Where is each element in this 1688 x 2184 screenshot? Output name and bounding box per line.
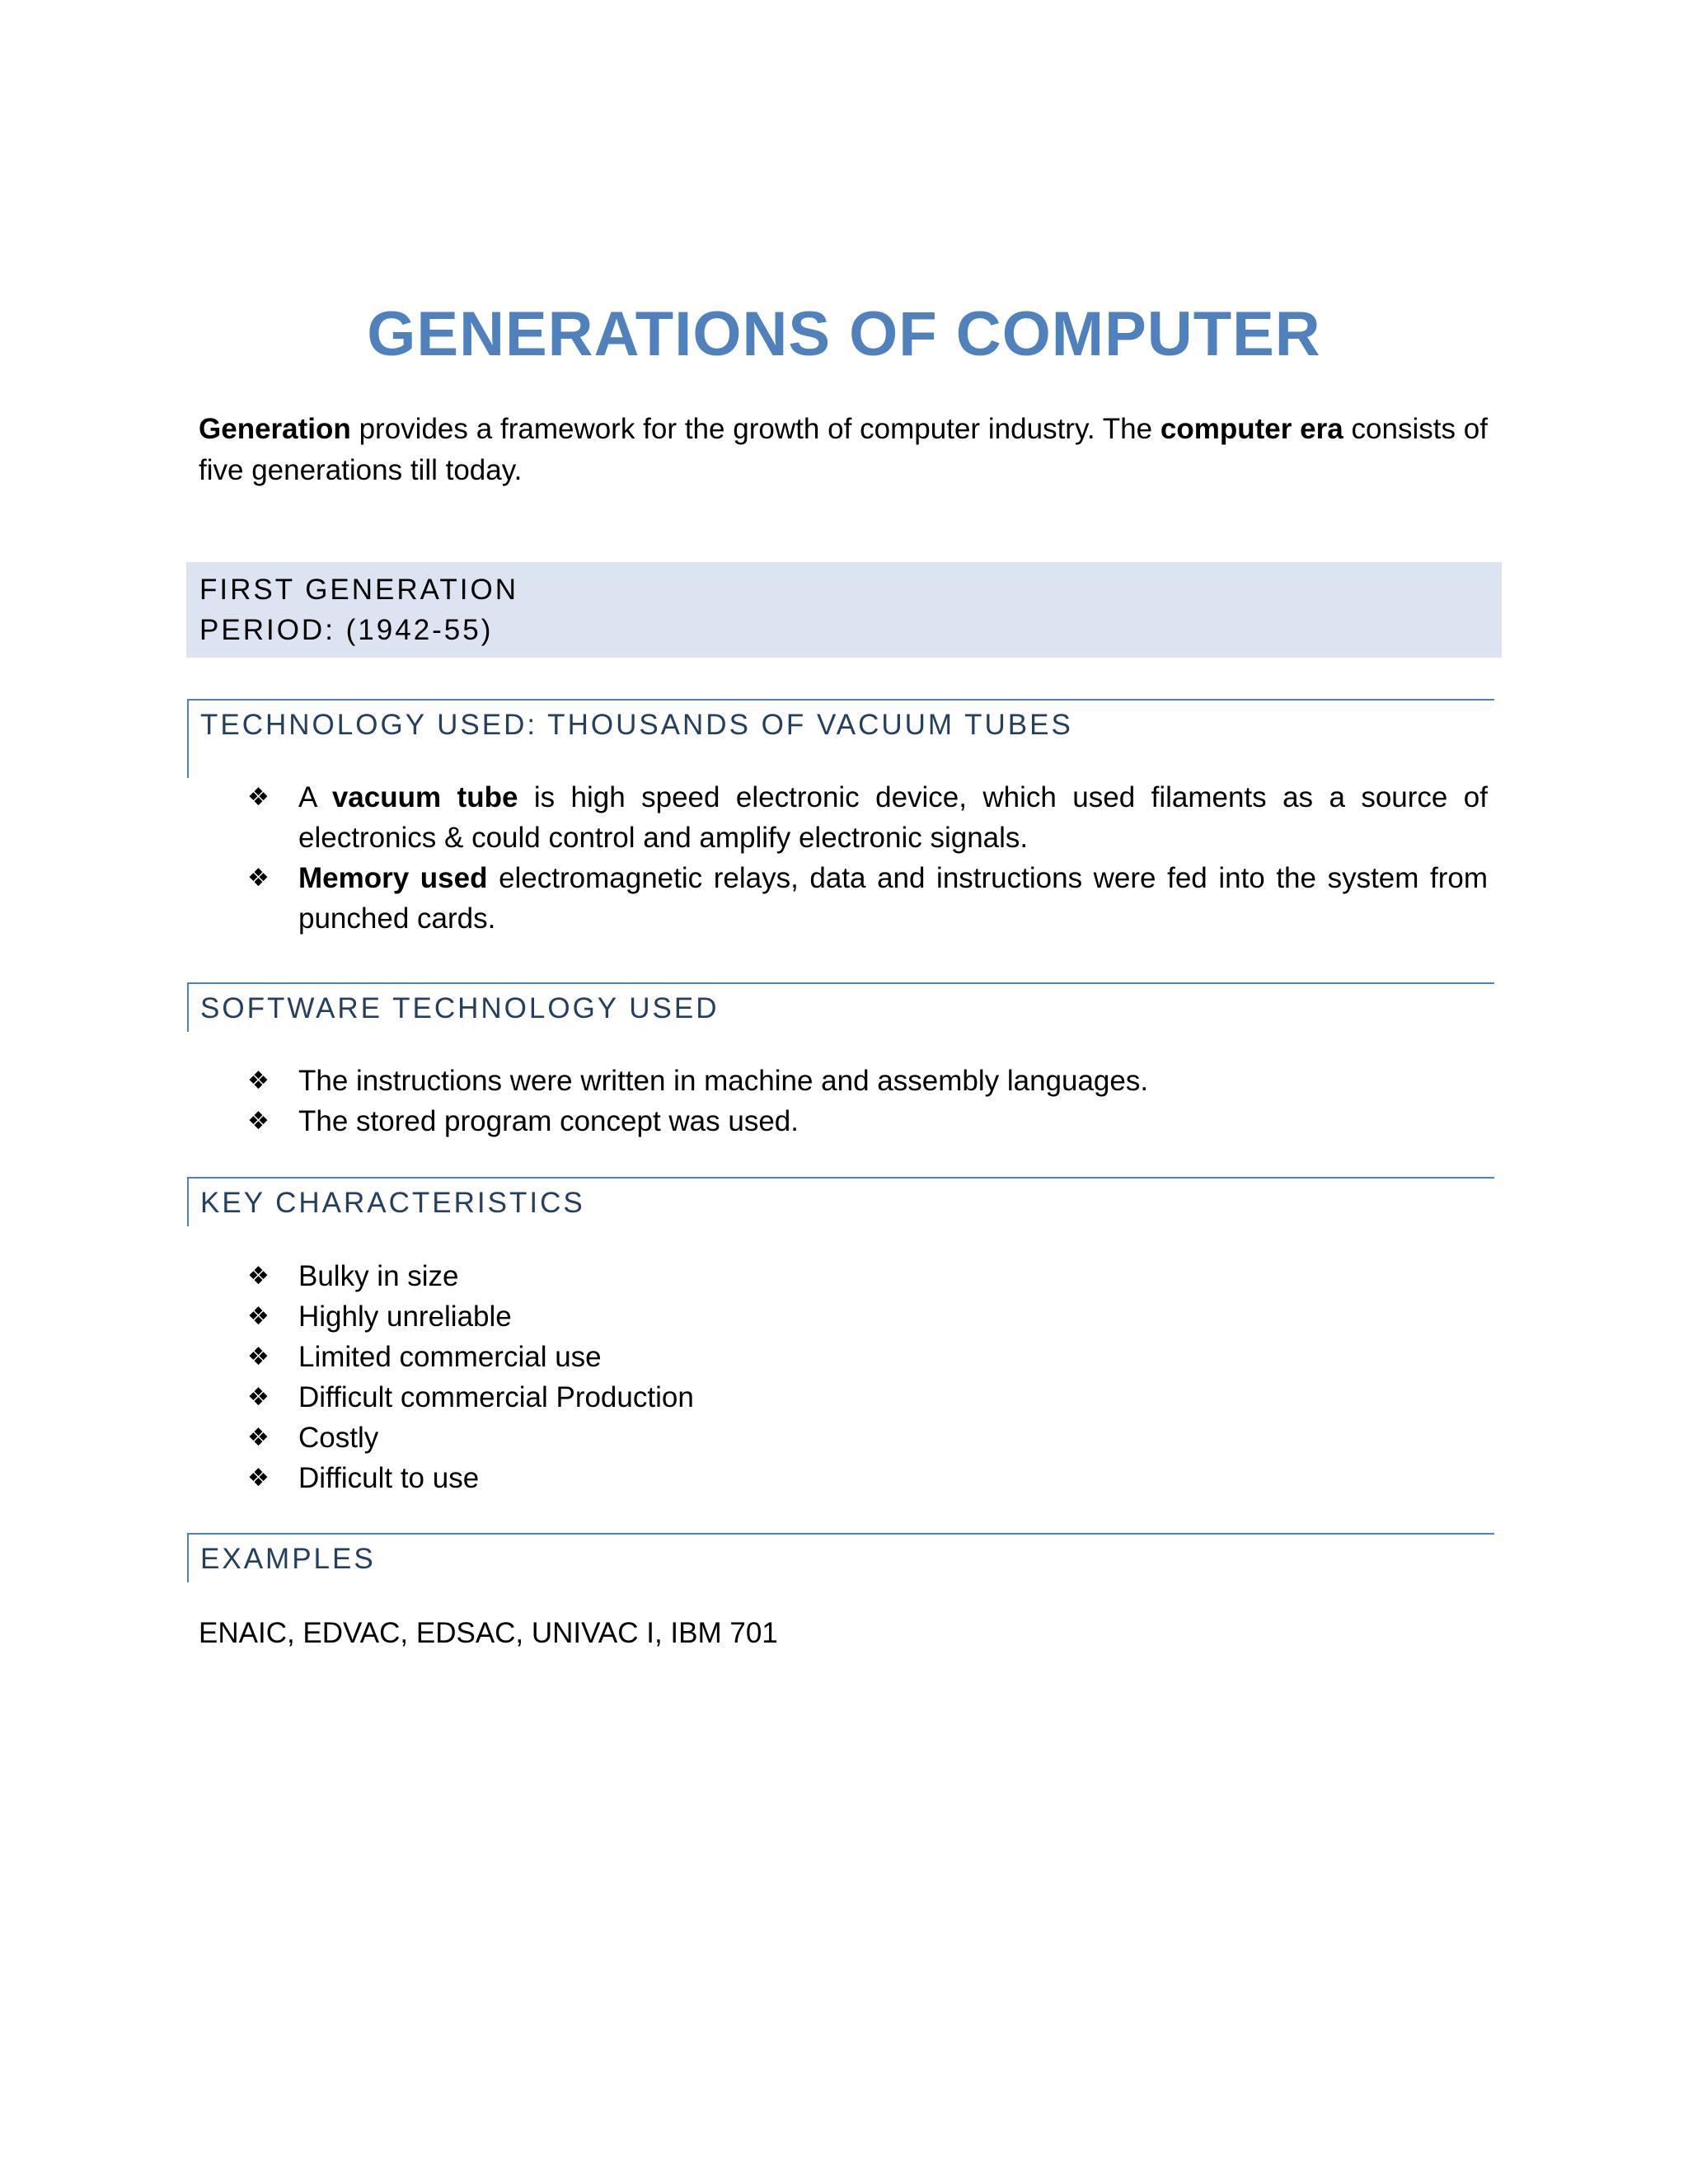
examples-text: ENAIC, EDVAC, EDSAC, UNIVAC I, IBM 701: [199, 1617, 778, 1649]
intro-text-2: consists of five generations till today.: [199, 413, 1488, 486]
intro-term-generation: Generation: [199, 413, 351, 445]
diamond-bullet-icon: ❖: [247, 1302, 270, 1331]
list-item: [247, 1418, 1488, 1458]
technology-list: [247, 777, 1488, 939]
list-item-pre: A: [298, 781, 332, 813]
list-item-bold: Memory used: [298, 862, 488, 894]
section-heading-characteristics-label: KEY CHARACTERISTICS: [200, 1187, 585, 1219]
section-heading-characteristics: [187, 1177, 1494, 1226]
list-item: [247, 1256, 1488, 1296]
list-item-text: The stored program concept was used.: [298, 1105, 799, 1137]
diamond-bullet-icon: ❖: [247, 1107, 270, 1136]
list-item: [247, 1101, 1488, 1141]
diamond-bullet-icon: ❖: [247, 783, 270, 812]
list-item-text: Difficult to use: [298, 1462, 480, 1494]
list-item: [247, 1061, 1488, 1101]
diamond-bullet-icon: ❖: [247, 864, 270, 893]
section-heading-technology-label: TECHNOLOGY USED: THOUSANDS OF VACUUM TUBES: [200, 709, 1073, 741]
section-heading-examples-label: EXAMPLES: [200, 1543, 376, 1575]
list-item-post: electromagnetic relays, data and instructions were fed into the system from punched cards.: [298, 862, 1488, 935]
generation-band: [186, 562, 1502, 658]
list-item-text: Highly unreliable: [298, 1301, 512, 1333]
list-item-text: Limited commercial use: [298, 1341, 602, 1373]
list-item: [247, 777, 1488, 858]
page-title: GENERATIONS OF COMPUTER: [367, 299, 1321, 369]
generation-period: PERIOD: (1942-55): [199, 614, 494, 646]
list-item-post: is high speed electronic device, which used filaments as a source of electronics & could control and amplify electronic signals.: [298, 781, 1489, 854]
diamond-bullet-icon: ❖: [247, 1343, 270, 1371]
list-item: [247, 1458, 1488, 1498]
characteristics-list: [247, 1256, 1488, 1498]
generation-name: FIRST GENERATION: [199, 574, 519, 606]
diamond-bullet-icon: ❖: [247, 1423, 270, 1452]
list-item-text: Bulky in size: [298, 1260, 459, 1292]
section-heading-technology: [187, 699, 1494, 778]
list-item-text: The instructions were written in machine and assembly languages.: [298, 1065, 1149, 1097]
intro-text-1: provides a framework for the growth of computer industry. The: [350, 413, 1160, 445]
list-item: [247, 1296, 1488, 1337]
diamond-bullet-icon: ❖: [247, 1262, 270, 1291]
section-heading-software-label: SOFTWARE TECHNOLOGY USED: [200, 992, 720, 1024]
diamond-bullet-icon: ❖: [247, 1464, 270, 1493]
list-item-text: Difficult commercial Production: [298, 1381, 694, 1413]
list-item: [247, 1377, 1488, 1418]
intro-term-computer-era: computer era: [1160, 413, 1343, 445]
software-list: [247, 1061, 1488, 1141]
list-item: [247, 858, 1488, 939]
section-heading-software: [187, 982, 1494, 1032]
diamond-bullet-icon: ❖: [247, 1066, 270, 1095]
list-item-text: Costly: [298, 1422, 379, 1454]
list-item-bold: vacuum tube: [331, 781, 518, 813]
list-item: [247, 1337, 1488, 1377]
intro-paragraph: [199, 409, 1488, 491]
diamond-bullet-icon: ❖: [247, 1383, 270, 1412]
section-heading-examples: [187, 1533, 1494, 1582]
